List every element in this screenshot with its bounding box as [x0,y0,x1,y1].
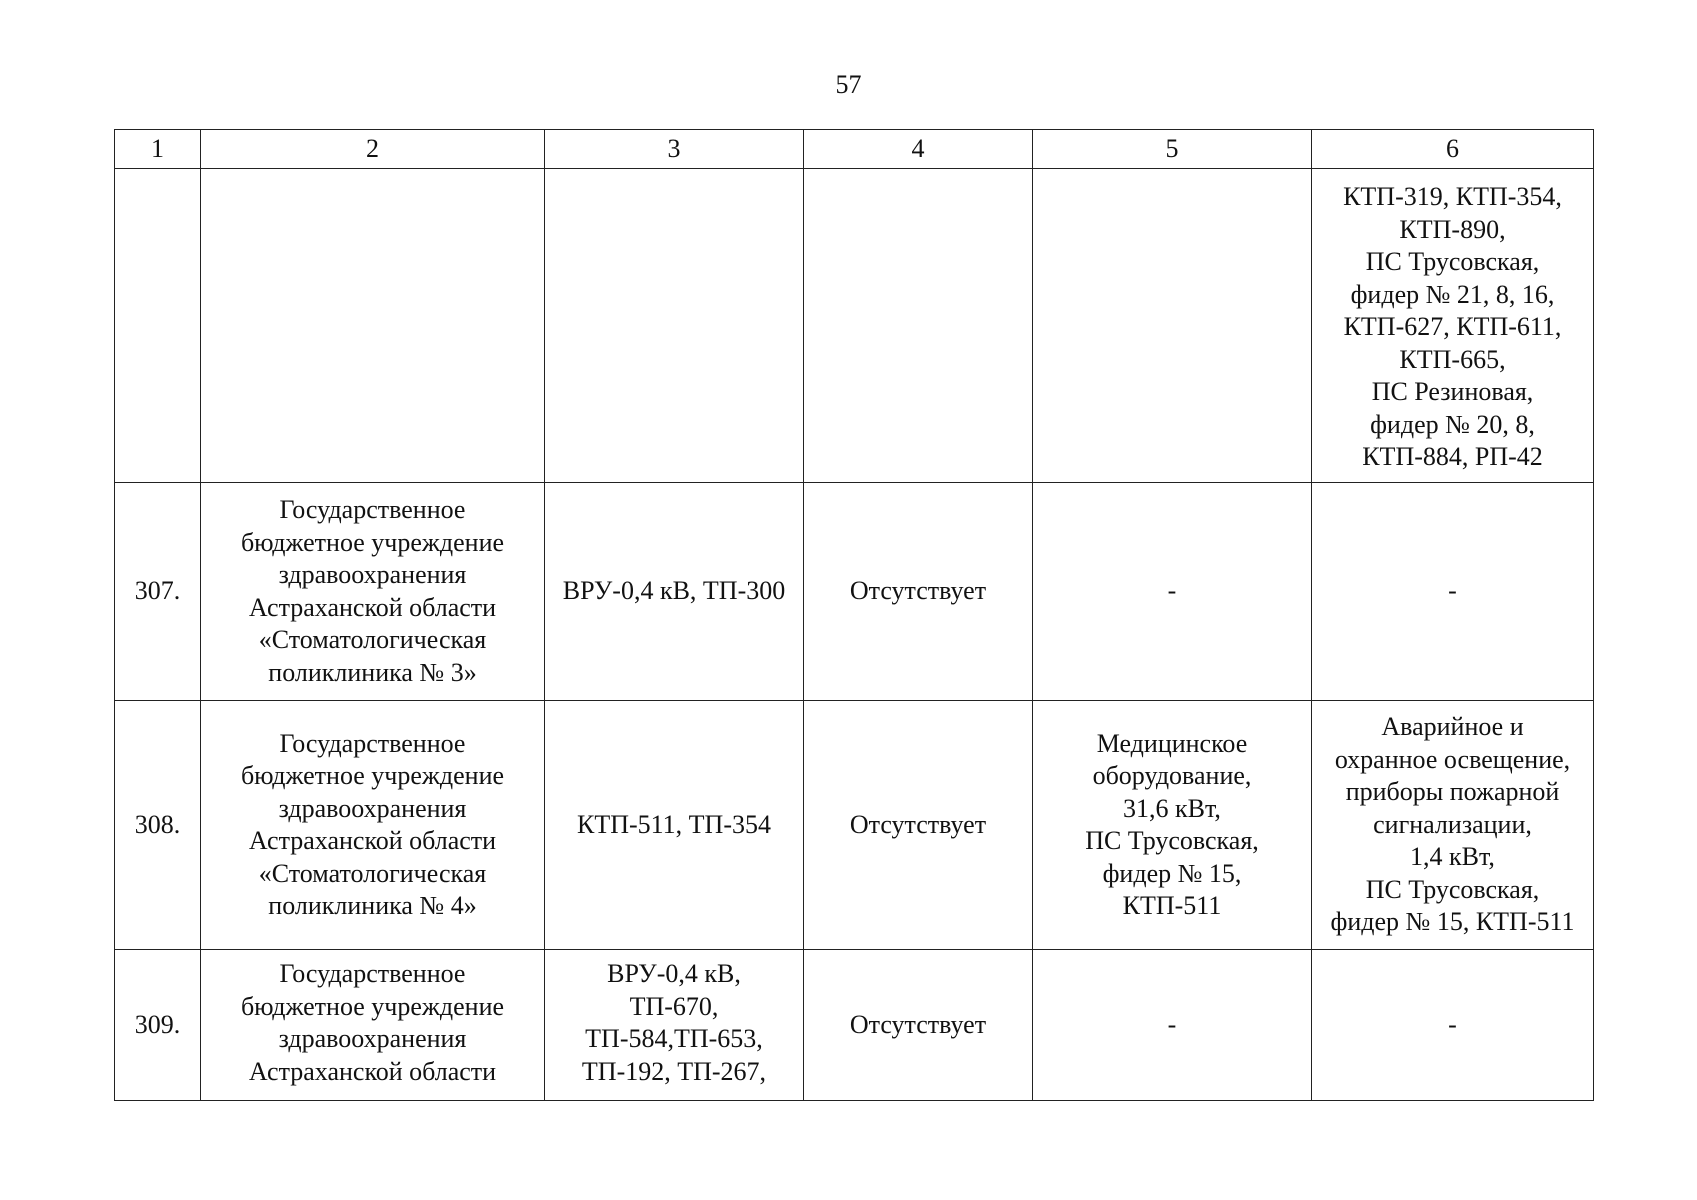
table-row [115,483,1594,701]
column-header-2: 2 [201,130,545,169]
row-number-cell: 308. [115,701,201,950]
power-source-cell: КТП-511, ТП-354 [545,701,804,950]
column-header-1: 1 [115,130,201,169]
backup-cell: - [1312,483,1594,701]
column-header-6: 6 [1312,130,1594,169]
column-header-3: 3 [545,130,804,169]
column-header-5: 5 [1033,130,1312,169]
status-cell: Отсутствует [804,950,1033,1101]
power-source-cell: ВРУ-0,4 кВ, ТП-670, ТП-584,ТП-653, ТП-192, ТП-267, [545,950,804,1101]
page-number: 57 [835,70,862,99]
organization-name-cell: Государственное бюджетное учреждение здравоохранения Астраханской области «Стоматологическая поликлиника № 3» [201,483,545,701]
power-source-cell: ВРУ-0,4 кВ, ТП-300 [545,483,804,701]
table-header-row [115,130,1594,169]
status-cell: Отсутствует [804,701,1033,950]
column-header-4: 4 [804,130,1033,169]
row-number-cell: 307. [115,483,201,701]
backup-cell: КТП-319, КТП-354, КТП-890, ПС Трусовская, фидер № 21, 8, 16, КТП-627, КТП-611, КТП-665, ПС Резиновая, фидер № 20, 8, КТП-884, РП-42 [1312,169,1594,483]
organization-name-cell [201,169,545,483]
table-row [115,701,1594,950]
status-cell: Отсутствует [804,483,1033,701]
equipment-cell: Медицинское оборудование, 31,6 кВт, ПС Трусовская, фидер № 15, КТП-511 [1033,701,1312,950]
organization-name-cell: Государственное бюджетное учреждение здравоохранения Астраханской области [201,950,545,1101]
table-row [115,950,1594,1101]
status-cell [804,169,1033,483]
row-number-cell: 309. [115,950,201,1101]
power-source-cell [545,169,804,483]
row-number-cell [115,169,201,483]
table-row [115,169,1594,483]
equipment-cell [1033,169,1312,483]
equipment-cell: - [1033,483,1312,701]
data-table [114,129,1594,1101]
organization-name-cell: Государственное бюджетное учреждение здравоохранения Астраханской области «Стоматологическая поликлиника № 4» [201,701,545,950]
backup-cell: Аварийное и охранное освещение, приборы пожарной сигнализации, 1,4 кВт, ПС Трусовская, фидер № 15, КТП-511 [1312,701,1594,950]
equipment-cell: - [1033,950,1312,1101]
backup-cell: - [1312,950,1594,1101]
